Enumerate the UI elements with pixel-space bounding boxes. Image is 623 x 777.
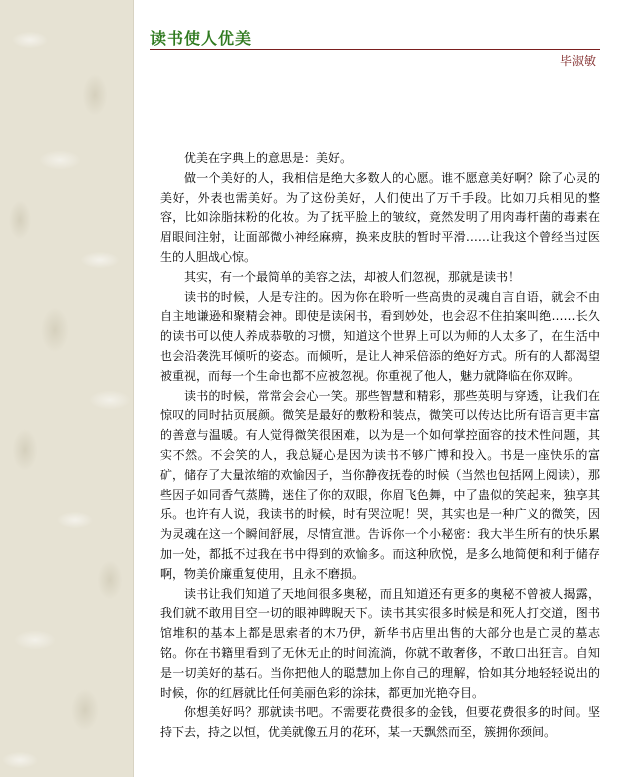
article-paragraph: 读书的时候，人是专注的。因为你在聆听一些高贵的灵魂自言自语，就会不由自主地谦逊和聚精会神。即使是读闲书，看到妙处，也会忍不住拍案叫绝……长久的读书可以使人养成恭敬的习惯，知道这个世界上可以为师的人太多了，在生活中也会沿袭洗耳倾听的姿态。而倾听，是让人神采倍添的绝好方式。所有的人都渴望被重视，而每一个生命也都不应被忽视。你重视了他人，魅力就降临在你双眸。 <box>160 289 600 383</box>
article-body <box>160 149 600 743</box>
article-paragraph: 做一个美好的人，我相信是绝大多数人的心愿。谁不愿意美好啊？除了心灵的美好，外表也需美好。为了这份美好，人们使出了万千手段。比如刀兵相见的整容，比如涂脂抹粉的化妆。为了抚平脸上的皱纹，竟然发明了用肉毒杆菌的毒素在眉眼间注射，让面部微小神经麻痹，换来皮肤的暂时平滑……让我这个曾经当过医生的人胆战心惊。 <box>160 170 600 264</box>
article-paragraph: 读书让我们知道了天地间很多奥秘，而且知道还有更多的奥秘不曾被人揭露，我们就不敢用目空一切的眼神睥睨天下。读书其实很多时候是和死人打交道，图书馆堆积的基本上都是思索者的木乃伊，新华书店里出售的大部分也是亡灵的墓志铭。你在书籍里看到了无休无止的时间流淌，你就不敢奢侈，不敢口出狂言。自知是一切美好的基石。当你把他人的聪慧加上你自己的理解，恰如其分地轻轻说出的时候，你的红唇就比任何美丽色彩的涂抹，都更加光艳夺目。 <box>160 586 600 700</box>
article-author: 毕淑敏 <box>559 54 596 68</box>
article-title: 读书使人优美 <box>150 29 253 48</box>
article-paragraph: 其实，有一个最简单的美容之法，却被人们忽视，那就是读书！ <box>184 269 521 284</box>
article-paragraph: 优美在字典上的意思是：美好。 <box>184 151 353 165</box>
article-paragraph: 读书的时候，常常会会心一笑。那些智慧和精彩，那些英明与穿透，让我们在惊叹的同时拈页展颜。微笑是最好的敷粉和装点，微笑可以传达比所有语言更丰富的善意与温暖。有人觉得微笑很困难，以为是一个如何掌控面容的技术性问题，其实不然。不会笑的人，我总疑心是因为读书不够广博和投入。书是一座快乐的富矿，储存了大量浓缩的欢愉因子，当你静夜抚卷的时候（当然也包括网上阅读），那些因子如同香气蒸腾，迷住了你的双眼，你眉飞色舞，中了蛊似的笑起来，独享其乐。也许有人说，我读书的时候，时有哭泣呢！哭，其实也是一种广义的微笑，因为灵魂在这一个瞬间舒展，尽情宣泄。告诉你一个小秘密：我大半生所有的快乐累加一处，都抵不过我在书中得到的欢愉多。而这种欣悦，是多么地简便和利于储存啊，物美价廉重复使用，且永不磨损。 <box>160 388 600 581</box>
decorative-leaf-strip <box>0 0 133 777</box>
title-underline <box>150 49 600 50</box>
strip-divider <box>133 0 134 777</box>
article-paragraph: 你想美好吗？那就读书吧。不需要花费很多的金钱，但要花费很多的时间。坚持下去，持之以恒，优美就像五月的花环，某一天飘然而至，簇拥你颈间。 <box>160 705 600 740</box>
